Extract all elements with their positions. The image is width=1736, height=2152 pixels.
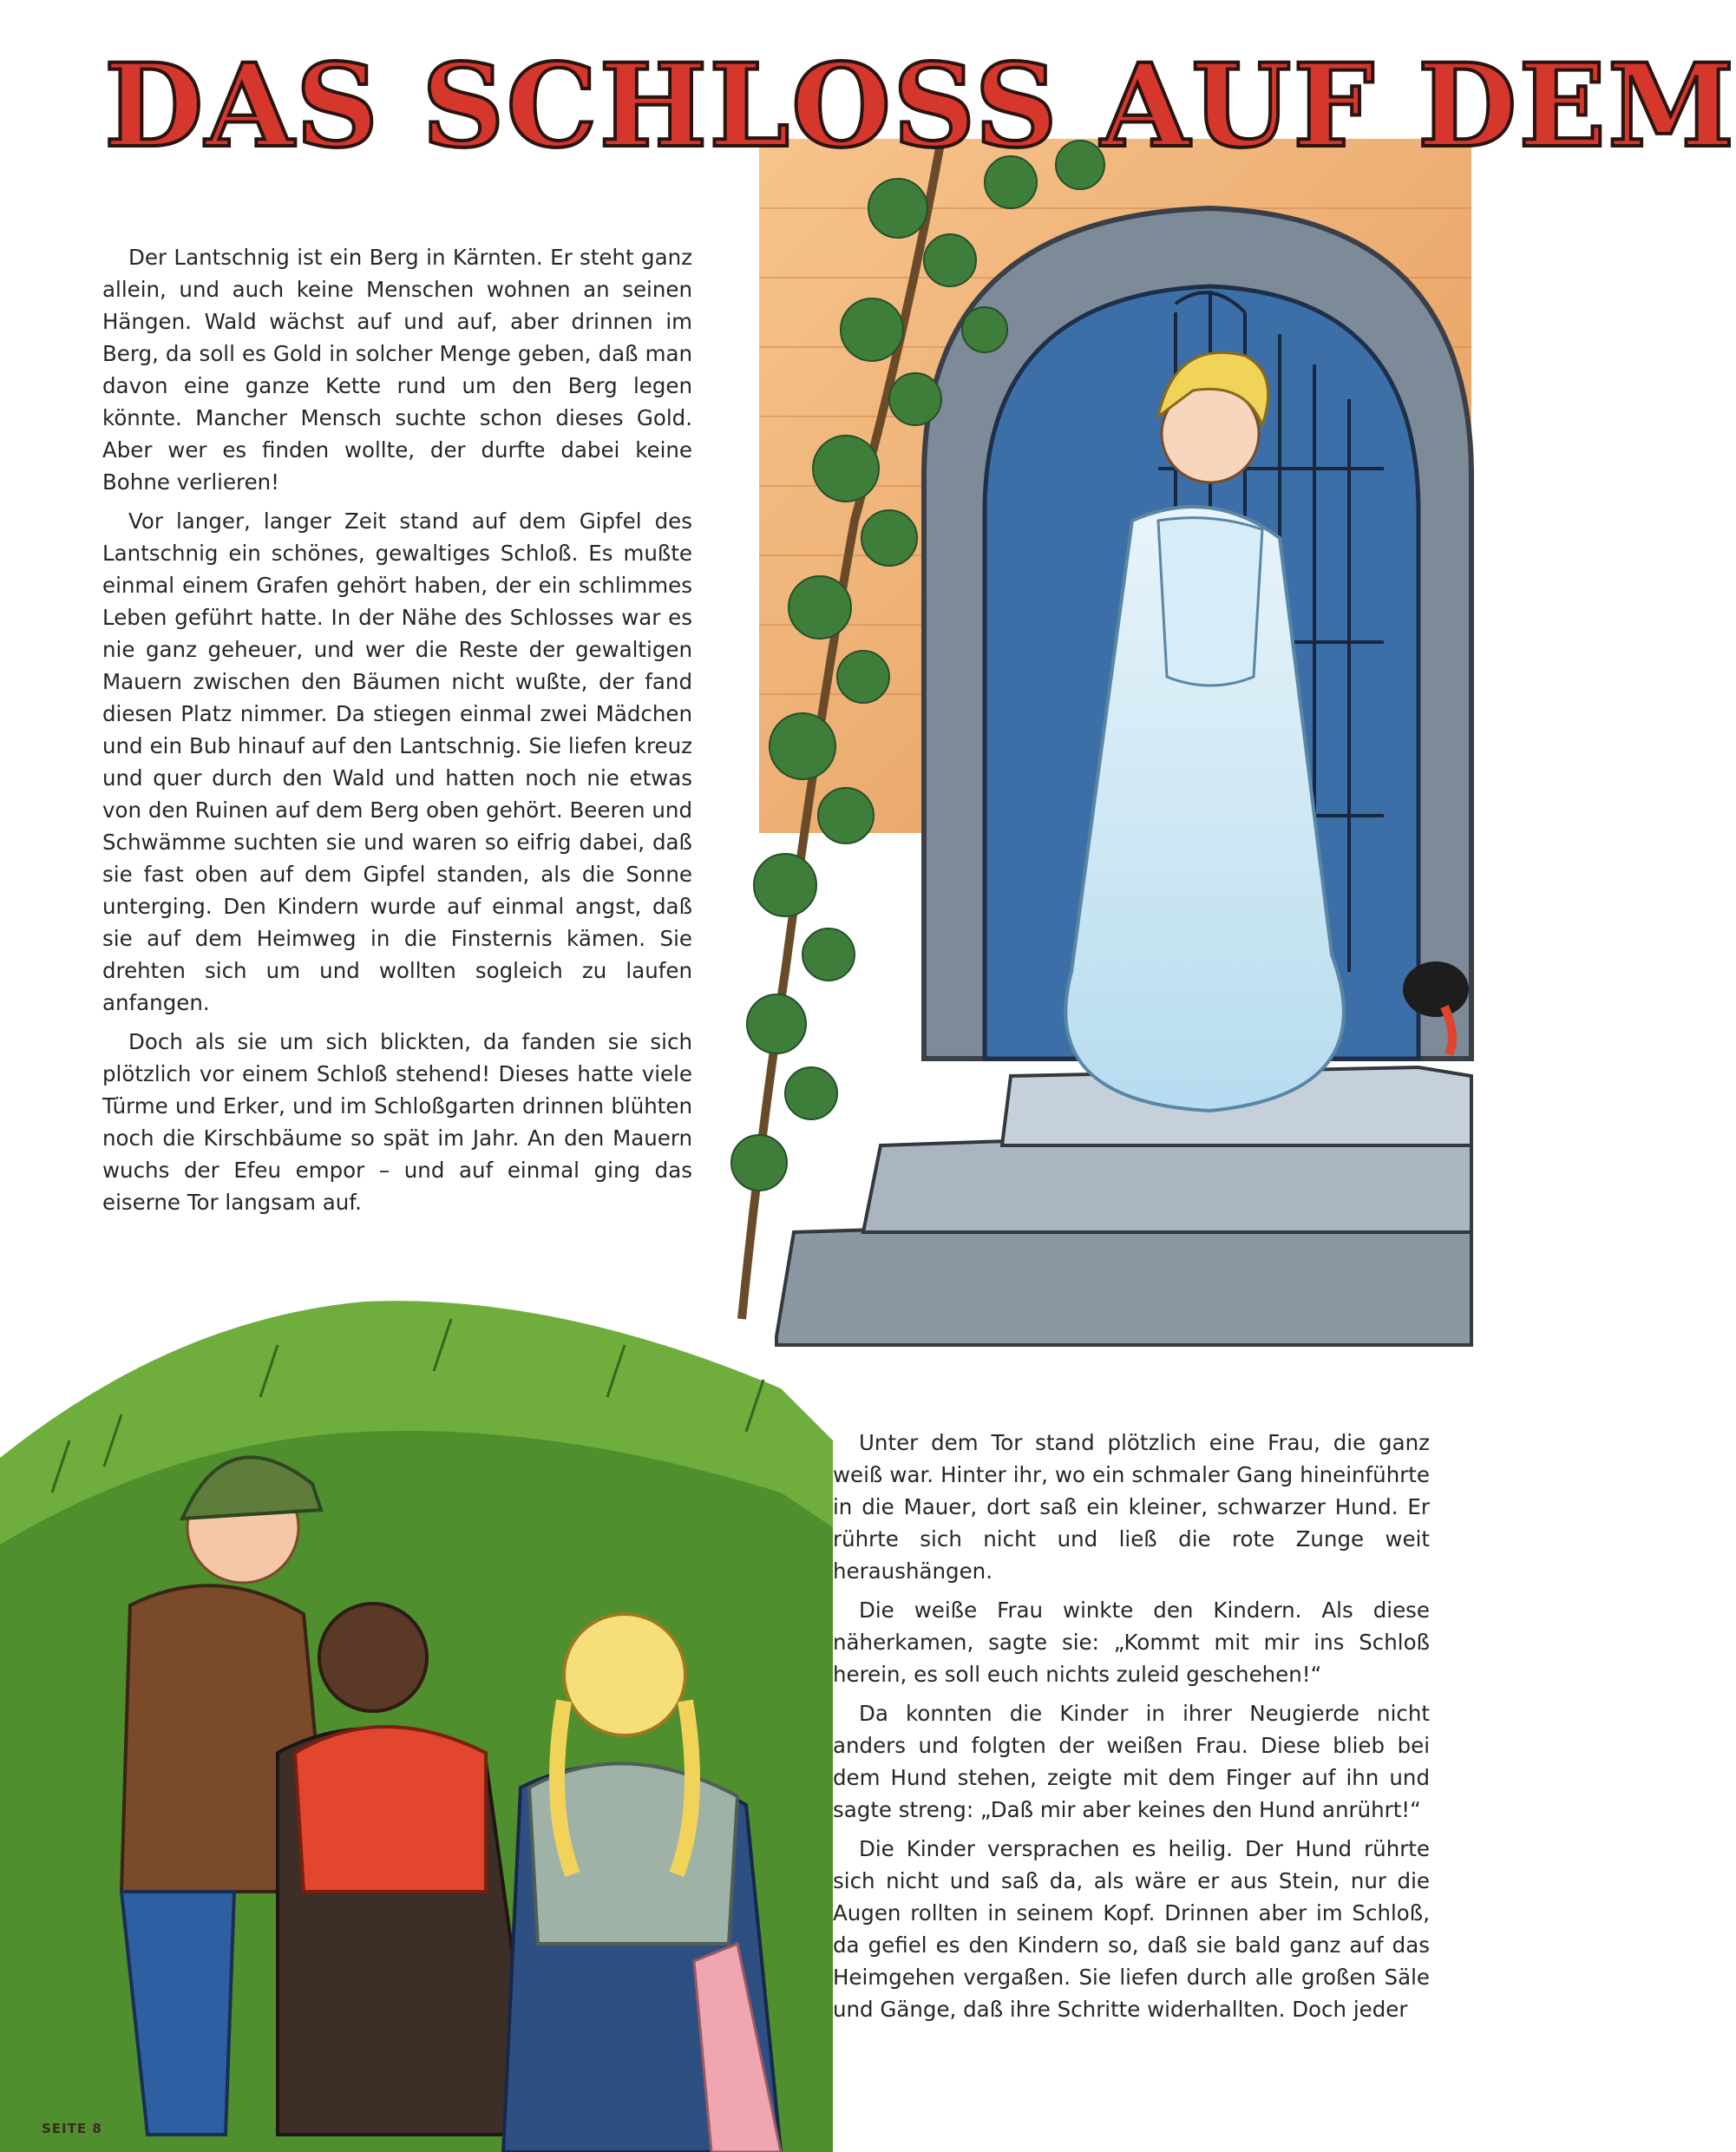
castle-gate-illustration [724,104,1471,1345]
stone-steps [776,1067,1471,1345]
page-number-label: SEITE 8 [42,2121,102,2136]
story-paragraph: Vor langer, langer Zeit stand auf dem Gipfel des Lantschnig ein schönes, gewaltiges Schloß. Es mußte einmal einem Grafen gehört haben, der ein schlimmes Leben geführt hatte. In der Nähe des Schlosses war es nie ganz geheuer, und wer die Reste der gewaltigen Mauern zwischen den Bäumen nicht wußte, der fand diesen Platz nimmer. Da stiegen einmal zwei Mädchen und ein Bub hinauf auf den Lantschnig. Sie liefen kreuz und quer durch den Wald und hatten noch nie etwas von den Ruinen auf dem Berg oben gehört. Beeren und Schwämme suchten sie und waren so eifrig dabei, daß sie fast oben auf dem Gipfel standen, als die Sonne unterging. Den Kindern wurde auf einmal angst, daß sie auf dem Heimweg in die Finsternis kämen. Sie drehten sich um und wollten sogleich zu laufen anfangen. [102,508,692,1015]
story-paragraph: Unter dem Tor stand plötzlich eine Frau, die ganz weiß war. Hinter ihr, wo ein schmaler Gang hineinführte in die Mauer, dort saß ein kleiner, schwarzer Hund. Er rührte sich nicht und ließ die rote Zunge weit heraushängen. [833,1430,1430,1584]
page-title: DAS SCHLOSS AUF DEM [104,39,1736,174]
story-paragraph: Die Kinder versprachen es heilig. Der Hund rührte sich nicht und saß da, als wäre er aus Stein, nur die Augen rollten in seinem Kopf. Drinnen aber im Schloß, da gefiel es den Kindern so, daß sie bald ganz auf das Heimgehen vergaßen. Sie liefen durch alle großen Säle und Gänge, daß ihre Schritte widerhallten. Doch jeder [833,1836,1430,2022]
story-paragraph: Da konnten die Kinder in ihrer Neugierde nicht anders und folgten der weißen Frau. Diese blieb bei dem Hund stehen, zeigte mit dem Finger auf ihn und sagte streng: „Daß mir aber keines den Hund anrührt!“ [833,1701,1430,1822]
story-paragraph: Der Lantschnig ist ein Berg in Kärnten. Er steht ganz allein, und auch keine Menschen wohnen an seinen Hängen. Wald wächst auf und auf, aber drinnen im Berg, da soll es Gold in solcher Menge geben, daß man davon eine ganze Kette rund um den Berg legen könnte. Mancher Mensch suchte schon dieses Gold. Aber wer es finden wollte, der durfte dabei keine Bohne verlieren! [102,245,692,495]
story-column-bottom [833,1427,1430,2032]
story-paragraph: Doch als sie um sich blickten, da fanden sie sich plötzlich vor einem Schloß stehend! Dieses hatte viele Türme und Erker, und im Schloßgarten drinnen blühten noch die Kirschbäume so spät im Jahr. An den Mauern wuchs der Efeu empor – und auf einmal ging das eiserne Tor langsam auf. [102,1029,692,1215]
story-column-top [102,241,692,1225]
children-illustration [0,1267,833,2152]
story-paragraph: Die weiße Frau winkte den Kindern. Als diese näherkamen, sagte sie: „Kommt mit mir ins Schloß herein, es soll euch nichts zuleid geschehen!“ [833,1598,1430,1687]
